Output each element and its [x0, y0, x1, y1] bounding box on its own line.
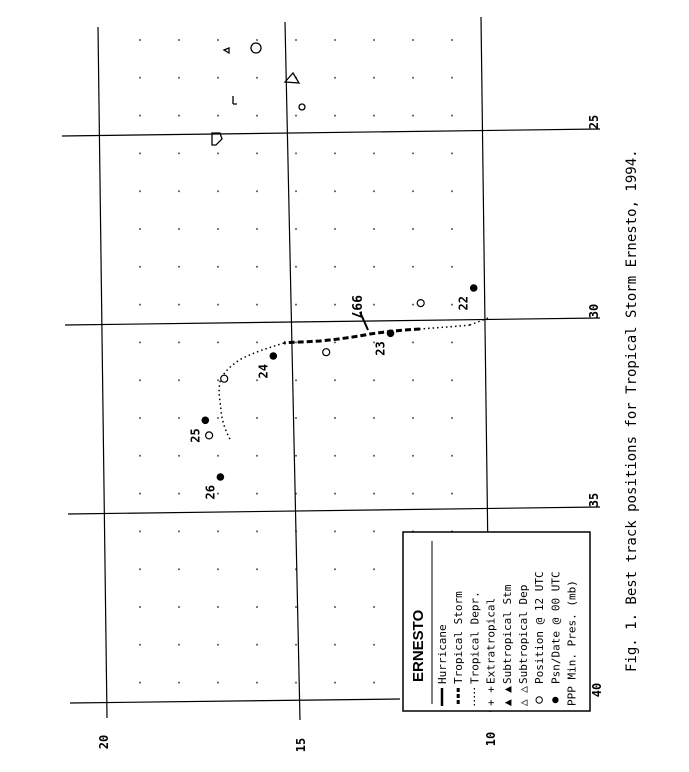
grid-dot	[373, 39, 375, 41]
grid-dot	[139, 379, 141, 381]
grid-dot	[412, 228, 414, 230]
grid-dot	[334, 190, 336, 192]
storm-track	[219, 318, 488, 441]
legend	[403, 532, 590, 711]
legend-row	[485, 598, 498, 706]
grid-dot	[373, 568, 375, 570]
position-00utc-marker	[270, 352, 278, 360]
island-outline	[224, 48, 229, 53]
grid-dot	[295, 39, 297, 41]
grid-dot	[178, 39, 180, 41]
grid-dot	[256, 417, 258, 419]
legend-row	[517, 585, 530, 706]
grid-dot	[217, 152, 219, 154]
position-00utc-marker	[470, 284, 478, 292]
grid-dot	[178, 455, 180, 457]
legend-label: Tropical Depr.	[468, 591, 482, 684]
legend-label: Position @ 12 UTC	[533, 571, 547, 684]
position-12utc-marker	[221, 375, 228, 382]
legend-label: PPP Min. Pres. (mb)	[565, 580, 579, 706]
pressure-annotation	[348, 295, 368, 330]
longitude-label: 35	[587, 492, 601, 508]
latitude-label: 20	[97, 734, 111, 750]
grid-dot	[178, 304, 180, 306]
latitude-label: 15	[294, 737, 308, 753]
svg-text:+ +: + +	[484, 686, 498, 706]
grid-dot	[178, 115, 180, 117]
grid-dot	[256, 115, 258, 117]
grid-dot	[295, 455, 297, 457]
grid-dot	[451, 115, 453, 117]
grid-dot	[295, 228, 297, 230]
grid-dot	[451, 379, 453, 381]
grid-dot	[412, 379, 414, 381]
grid-dot	[256, 379, 258, 381]
grid-dot	[217, 379, 219, 381]
grid-dot	[217, 115, 219, 117]
grid-dot	[295, 417, 297, 419]
grid-dot	[139, 682, 141, 684]
position-12utc-marker	[417, 300, 424, 307]
grid-dot	[295, 304, 297, 306]
grid-dot	[451, 152, 453, 154]
grid-dot	[256, 152, 258, 154]
meridian-40w	[70, 699, 400, 703]
grid-dot	[373, 304, 375, 306]
parallel-20n	[98, 27, 107, 718]
grid-dot	[178, 644, 180, 646]
longitude-label: 30	[587, 303, 601, 319]
grid-dot	[412, 455, 414, 457]
grid-dot	[217, 77, 219, 79]
grid-dot	[217, 190, 219, 192]
cape-verde-islands	[212, 43, 305, 145]
grid-dot	[256, 568, 258, 570]
grid-dot	[139, 304, 141, 306]
grid-dot	[334, 304, 336, 306]
meridian-35w	[68, 507, 600, 514]
grid-dot	[178, 417, 180, 419]
grid-dot	[139, 152, 141, 154]
grid-dot	[295, 341, 297, 343]
grid-dot	[373, 530, 375, 532]
grid-dot	[256, 644, 258, 646]
grid-dot	[451, 341, 453, 343]
meridian-30w	[65, 318, 600, 325]
grid-dot	[334, 493, 336, 495]
grid-dot	[373, 77, 375, 79]
grid-dot	[451, 266, 453, 268]
svg-text:▲ ▲: ▲ ▲	[500, 686, 514, 706]
grid-dot	[178, 530, 180, 532]
grid-dot	[373, 115, 375, 117]
grid-dot	[334, 115, 336, 117]
grid-dot	[412, 39, 414, 41]
grid-dot	[139, 530, 141, 532]
grid-dot	[139, 644, 141, 646]
legend-row	[533, 571, 546, 703]
grid-dot	[373, 379, 375, 381]
grid-dot	[178, 77, 180, 79]
grid-dot	[373, 493, 375, 495]
grid-dot	[217, 568, 219, 570]
grid-dot	[217, 266, 219, 268]
track-tropical-storm	[284, 329, 420, 343]
grid-dot	[451, 455, 453, 457]
grid-dot	[412, 417, 414, 419]
grid-dot	[412, 493, 414, 495]
date-label: 26	[203, 485, 218, 500]
island-outline	[233, 96, 237, 104]
pressure-label: 997	[348, 295, 363, 319]
date-label: 23	[373, 341, 388, 356]
track-markers	[202, 284, 478, 481]
island-outline	[299, 104, 305, 110]
figure-caption: Fig. 1. Best track positions for Tropical Storm Ernesto, 1994.	[624, 149, 640, 672]
grid-dot	[139, 228, 141, 230]
grid-dot	[139, 77, 141, 79]
date-label: 25	[188, 428, 203, 443]
grid-dot	[217, 304, 219, 306]
position-00utc-marker	[387, 330, 395, 338]
grid-dot	[334, 455, 336, 457]
grid-dot	[295, 682, 297, 684]
grid-dot	[256, 341, 258, 343]
grid-dot	[139, 493, 141, 495]
grid-dot	[217, 644, 219, 646]
grid-dot	[256, 304, 258, 306]
grid-dot	[178, 228, 180, 230]
grid-dot	[256, 190, 258, 192]
grid-dot	[256, 493, 258, 495]
grid-dot	[178, 266, 180, 268]
legend-label: Extratropical	[484, 597, 498, 684]
grid-dot	[217, 606, 219, 608]
grid-dot	[334, 341, 336, 343]
grid-dot	[256, 682, 258, 684]
island-outline	[251, 43, 261, 53]
grid-dot	[217, 228, 219, 230]
grid-dot	[178, 341, 180, 343]
legend-row	[549, 571, 562, 703]
grid-dot	[334, 77, 336, 79]
grid-dot	[334, 530, 336, 532]
grid-dot	[373, 455, 375, 457]
grid-dot	[412, 77, 414, 79]
svg-text:△ △: △ △	[517, 686, 530, 706]
legend-label: Hurricane	[436, 624, 449, 684]
legend-label: Tropical Storm	[452, 591, 466, 684]
grid-dot	[178, 379, 180, 381]
latitude-label: 10	[484, 731, 498, 747]
grid-dot	[256, 606, 258, 608]
legend-label: Psn/Date @ 00 UTC	[549, 571, 563, 684]
date-labels	[188, 296, 470, 499]
grid-dot	[412, 115, 414, 117]
position-00utc-marker	[202, 417, 210, 425]
grid-dot	[256, 228, 258, 230]
meridian-25w	[62, 129, 600, 136]
grid-dot	[334, 682, 336, 684]
grid-dot	[295, 115, 297, 117]
legend-title: ERNESTO	[410, 609, 427, 682]
grid-dot	[412, 266, 414, 268]
grid-dot	[256, 455, 258, 457]
grid-dot	[295, 379, 297, 381]
legend-row	[501, 584, 514, 706]
grid-dot	[412, 190, 414, 192]
grid-dot	[373, 644, 375, 646]
grid-dot	[373, 190, 375, 192]
grid-dot	[373, 266, 375, 268]
date-label: 24	[256, 364, 271, 379]
grid-dot	[256, 39, 258, 41]
grid-dot	[139, 341, 141, 343]
grid-dot	[217, 341, 219, 343]
grid-dot	[295, 644, 297, 646]
grid-dot	[334, 417, 336, 419]
grid-dot	[334, 152, 336, 154]
grid-dot	[295, 152, 297, 154]
grid-dot	[178, 152, 180, 154]
grid-dot	[256, 530, 258, 532]
position-12utc-marker	[323, 349, 330, 356]
grid-dot	[178, 493, 180, 495]
grid-dot	[334, 379, 336, 381]
grid-dot	[139, 606, 141, 608]
parallel-15n	[285, 22, 300, 720]
grid-dot	[139, 115, 141, 117]
grid-dot	[334, 568, 336, 570]
grid-dot	[217, 530, 219, 532]
grid-dot	[178, 682, 180, 684]
grid-dot	[373, 228, 375, 230]
grid-dot	[334, 266, 336, 268]
grid-dot	[217, 39, 219, 41]
grid-dot	[451, 190, 453, 192]
latitude-labels	[97, 732, 498, 752]
grid-dot	[256, 266, 258, 268]
legend-label: Subtropical Dep	[517, 584, 530, 684]
grid-dot	[178, 190, 180, 192]
grid-dot	[451, 417, 453, 419]
date-label: 22	[456, 296, 471, 311]
grid-dot	[217, 417, 219, 419]
island-outline	[212, 133, 222, 145]
grid-dot	[139, 266, 141, 268]
grid-dot	[178, 568, 180, 570]
grid-dot	[217, 682, 219, 684]
grid-dot	[178, 606, 180, 608]
grid-dot	[139, 568, 141, 570]
grid-dot	[139, 39, 141, 41]
grid-dot	[412, 304, 414, 306]
grid-dot	[139, 455, 141, 457]
grid-dot	[451, 493, 453, 495]
legend-row	[566, 580, 579, 706]
track-depression-early	[420, 325, 470, 329]
legend-label: Subtropical Stm	[500, 584, 514, 684]
longitude-label: 25	[587, 114, 601, 130]
grid-dot	[295, 606, 297, 608]
grid-dot	[256, 77, 258, 79]
grid-dot	[295, 190, 297, 192]
grid-dot	[334, 39, 336, 41]
grid-dot	[451, 228, 453, 230]
grid-dot	[451, 39, 453, 41]
grid-dot	[373, 606, 375, 608]
grid-dot	[217, 455, 219, 457]
grid-dot	[451, 304, 453, 306]
grid-dot	[373, 417, 375, 419]
grid-dot	[139, 190, 141, 192]
grid-dot	[412, 341, 414, 343]
position-00utc-marker	[217, 473, 225, 481]
grid-dot	[412, 152, 414, 154]
grid-dot	[295, 266, 297, 268]
grid-dot	[334, 644, 336, 646]
grid-dot	[139, 417, 141, 419]
grid-dot	[334, 228, 336, 230]
position-12utc-marker	[206, 432, 213, 439]
grid-dot	[334, 606, 336, 608]
grid-dot	[373, 152, 375, 154]
grid-dot	[451, 77, 453, 79]
longitude-label: 40	[590, 682, 604, 698]
grid-dot	[373, 682, 375, 684]
